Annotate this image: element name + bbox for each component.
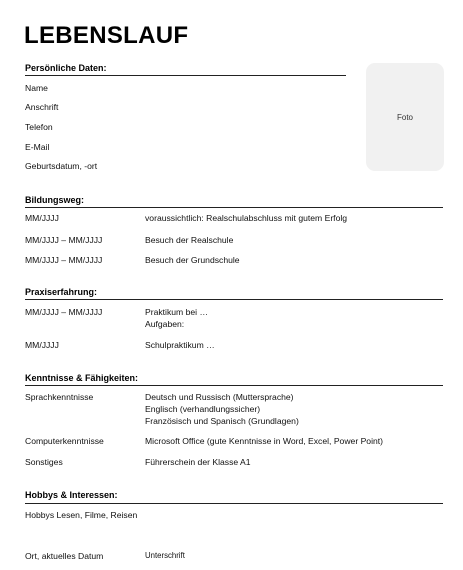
- skills-language: Englisch (verhandlungssicher): [145, 404, 261, 414]
- experience-desc: Praktikum bei …: [145, 307, 209, 317]
- experience-date: MM/JJJJ: [25, 340, 59, 350]
- photo-placeholder: [366, 63, 444, 171]
- skills-computer-value: Microsoft Office (gute Kenntnisse in Word, Excel, Power Point): [145, 436, 384, 446]
- field-phone: Telefon: [25, 122, 53, 132]
- section-heading-skills: Kenntnisse & Fähigkeiten:: [25, 373, 139, 383]
- section-heading-personal: Persönliche Daten:: [25, 63, 107, 73]
- section-heading-hobbies: Hobbys & Interessen:: [25, 490, 118, 500]
- education-desc: Besuch der Realschule: [145, 235, 234, 245]
- skills-other-label: Sonstiges: [25, 457, 63, 467]
- section-divider: [25, 503, 443, 504]
- section-heading-education: Bildungsweg:: [25, 195, 84, 205]
- skills-computer-label: Computerkenntnisse: [25, 436, 104, 446]
- education-desc: Besuch der Grundschule: [145, 255, 240, 265]
- field-name: Name: [25, 83, 48, 93]
- skills-language: Deutsch und Russisch (Muttersprache): [145, 392, 294, 402]
- hobbies-text: Hobbys Lesen, Filme, Reisen: [25, 510, 138, 520]
- experience-date: MM/JJJJ – MM/JJJJ: [25, 307, 103, 317]
- section-divider: [25, 385, 443, 386]
- experience-desc: Schulpraktikum …: [145, 340, 215, 350]
- skills-language: Französisch und Spanisch (Grundlagen): [145, 416, 299, 426]
- section-heading-experience: Praxiserfahrung:: [25, 287, 98, 297]
- section-divider: [25, 299, 443, 300]
- signature-label: Unterschrift: [145, 551, 185, 560]
- place-date: Ort, aktuelles Datum: [25, 551, 104, 561]
- education-date: MM/JJJJ: [25, 213, 59, 223]
- page-title: LEBENSLAUF: [24, 22, 189, 49]
- skills-language-label: Sprachkenntnisse: [25, 392, 94, 402]
- education-desc: voraussichtlich: Realschulabschluss mit gutem Erfolg: [145, 213, 348, 223]
- skills-other-value: Führerschein der Klasse A1: [145, 457, 251, 467]
- photo-label: Foto: [396, 112, 413, 122]
- section-divider: [25, 75, 346, 76]
- field-birth: Geburtsdatum, -ort: [25, 161, 98, 171]
- section-divider: [25, 207, 443, 208]
- field-address: Anschrift: [25, 102, 59, 112]
- education-date: MM/JJJJ – MM/JJJJ: [25, 255, 103, 265]
- field-email: E-Mail: [25, 142, 50, 152]
- education-date: MM/JJJJ – MM/JJJJ: [25, 235, 103, 245]
- experience-tasks: Aufgaben:: [145, 319, 185, 329]
